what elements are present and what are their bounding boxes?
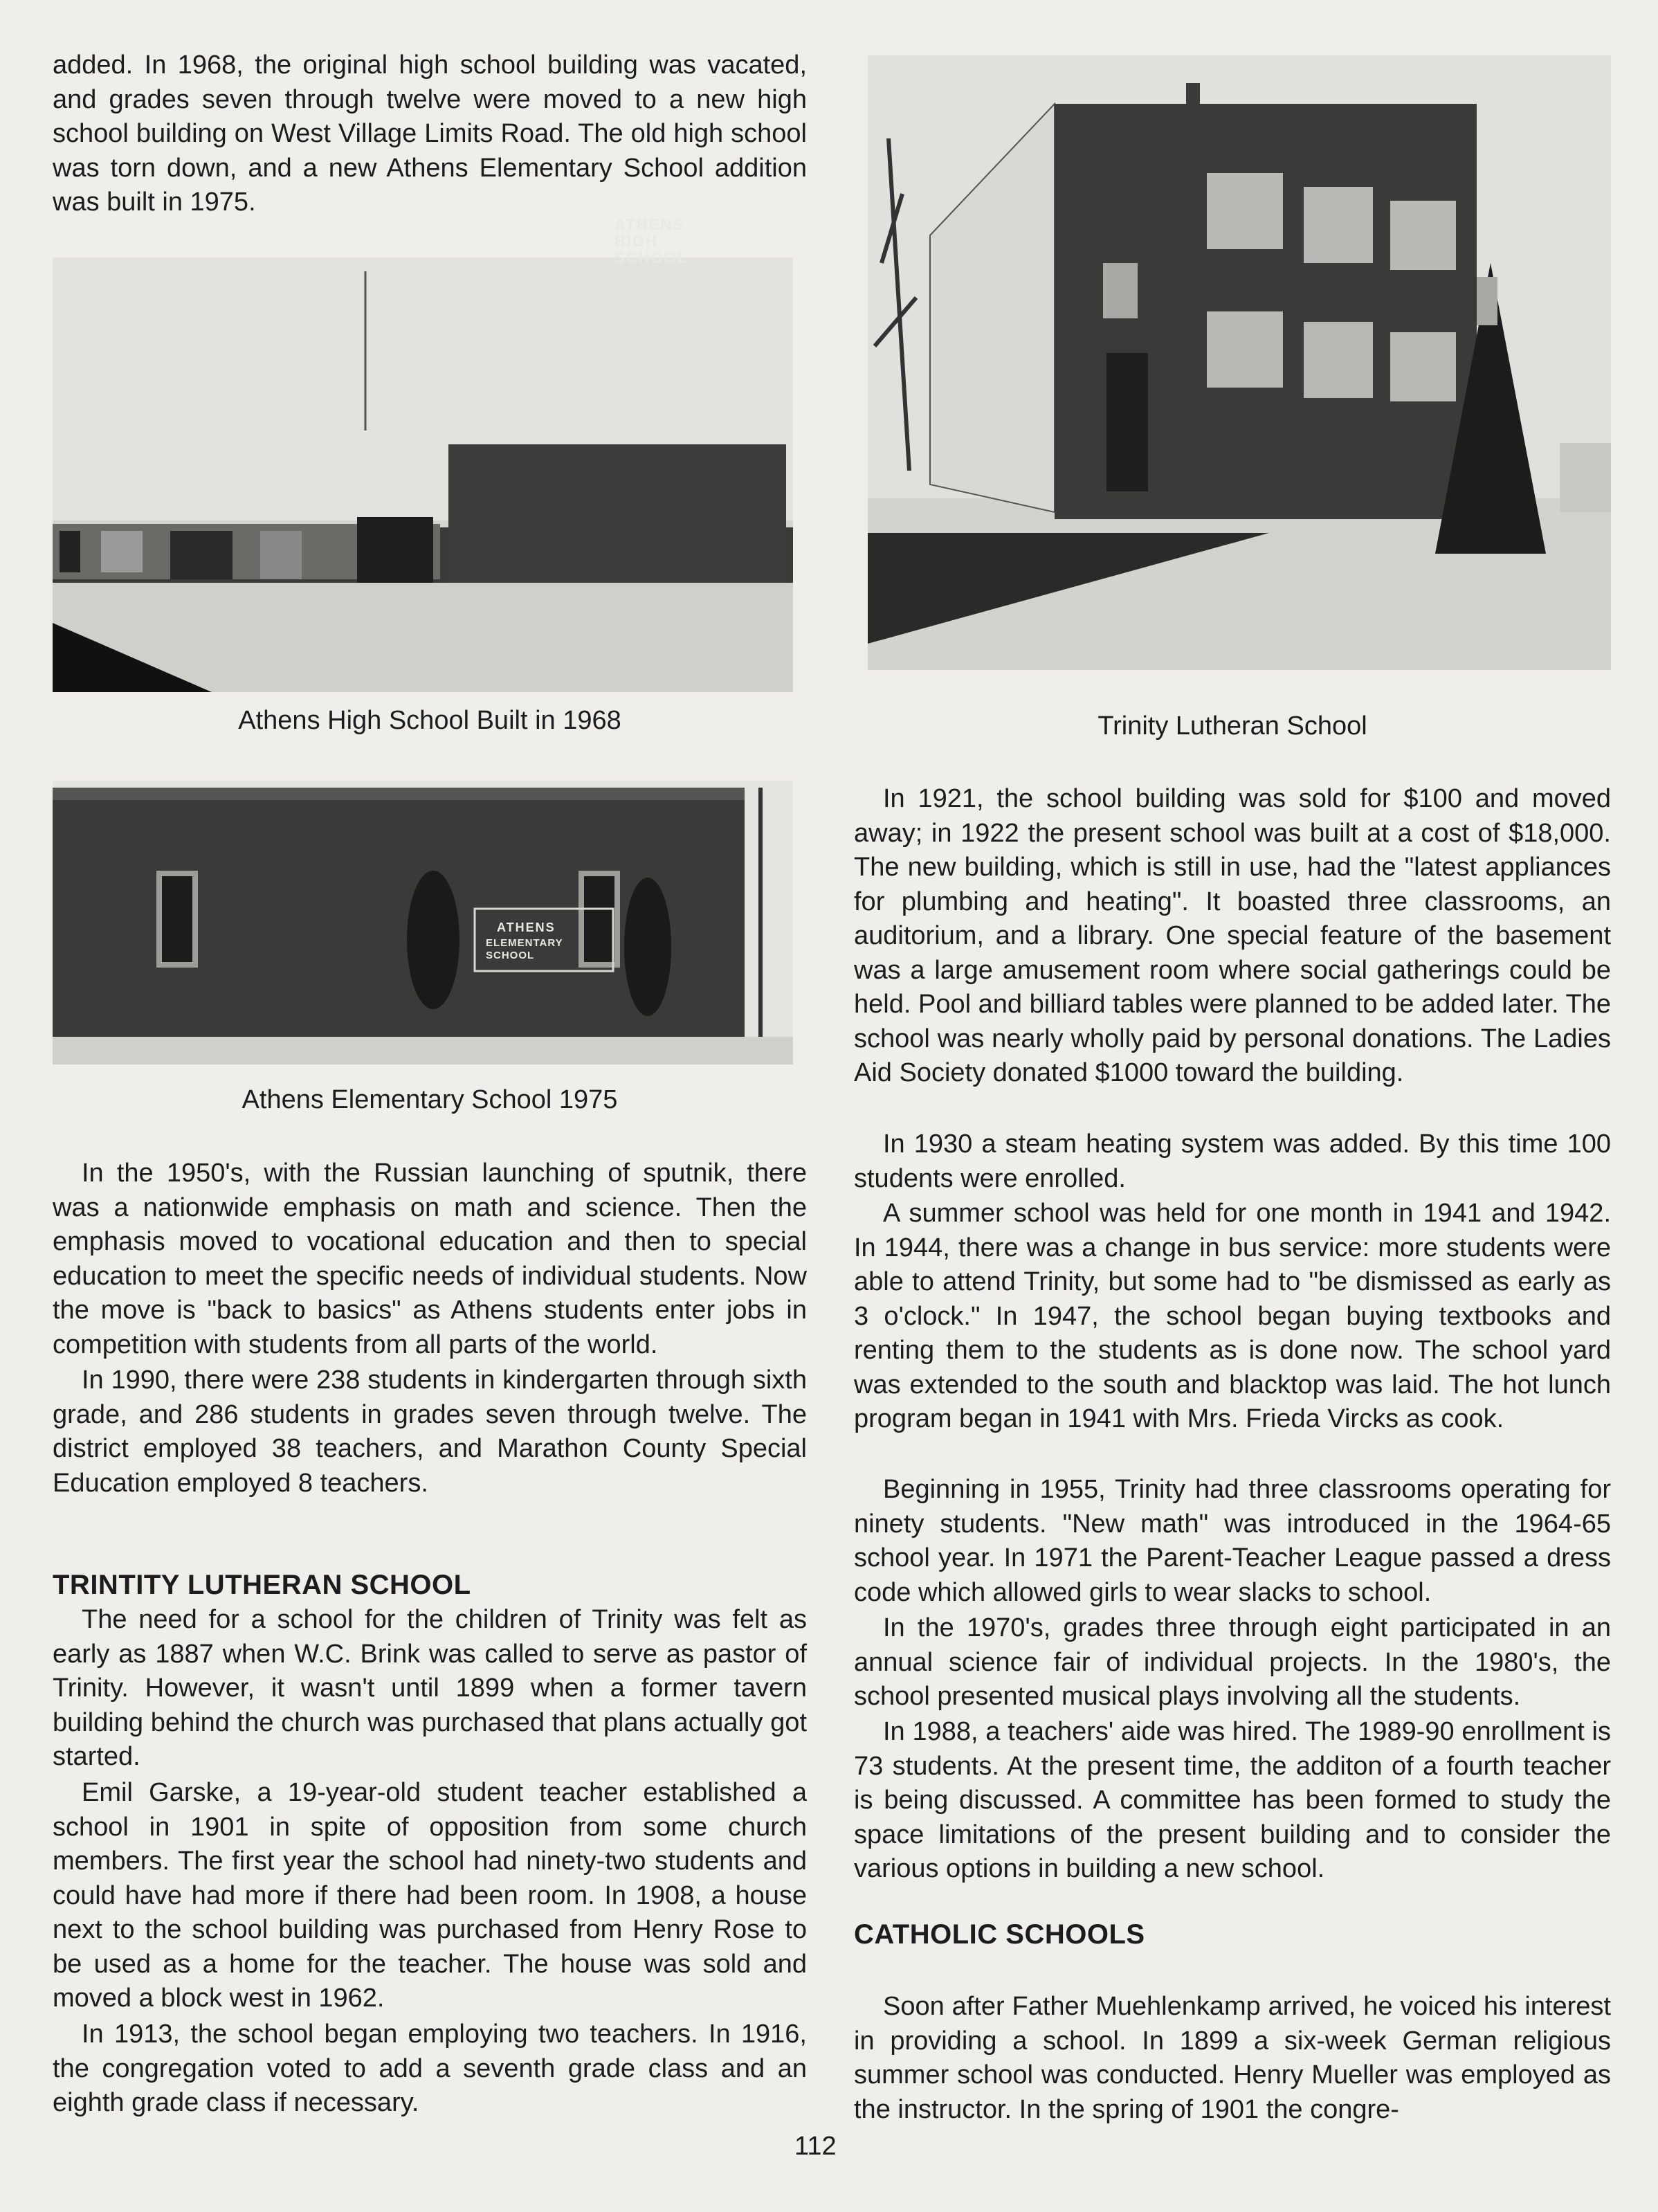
right-column xyxy=(854,0,1611,2212)
intro-paragraph: added. In 1968, the original high school building was vacated, and grades seven through twelve were moved to a new high school building on West Village Limits Road. The old high school was torn down, and a new Athens Elementary School addition was built in 1975. xyxy=(53,51,807,217)
sign-line: HIGH xyxy=(614,233,658,250)
body-paragraph: In the 1950's, with the Russian launching of sputnik, there was a nationwide emphasis on math and science. Then the emphasis moved to vocational education and then to special education to meet the specific needs of individual students. Now the move is "back to basics" as Athens students enter jobs in competition with students from all parts of the world. xyxy=(53,1159,807,1359)
trinity-lutheran-caption: Trinity Lutheran School xyxy=(1097,711,1367,741)
trinity-section-heading: TRINTITY LUTHERAN SCHOOL xyxy=(53,1570,471,1600)
page-number: 112 xyxy=(794,2132,837,2161)
catholic-section-heading: CATHOLIC SCHOOLS xyxy=(854,1919,1145,1950)
sign-line: SCHOOL xyxy=(614,249,689,266)
athens-high-sign xyxy=(614,211,711,419)
athens-high-caption: Athens High School Built in 1968 xyxy=(238,706,621,735)
body-paragraph: Beginning in 1955, Trinity had three classrooms operating for ninety students. "New math" was introduced in the 1964-65 school year. In 1971 the Parent-Teacher League passed a dress code which allowed girls to wear slacks to school. xyxy=(854,1475,1611,1607)
athens-elementary-sign xyxy=(483,914,614,961)
body-paragraph: In 1988, a teachers' aide was hired. The 1989-90 enrollment is 73 students. At the present time, the additon of a fourth teacher is being discussed. A committee has been formed to study the space limitations of the present building and to consider the various options in building a new school. xyxy=(854,1717,1611,1883)
body-paragraph: The need for a school for the children of Trinity was felt as early as 1887 when W.C. Brink was called to serve as pastor of Trinity. However, it wasn't until 1899 when a former tavern building behind the church was purchased that plans actually got started. xyxy=(53,1605,807,1771)
body-paragraph: Soon after Father Muehlenkamp arrived, he voiced his interest in providing a school. In 1899 a six-week German religious summer school was conducted. Henry Mueller was employed as the instructor. In the spring of 1901 the congre- xyxy=(854,1992,1611,2124)
trinity-lutheran-photo xyxy=(868,55,1611,670)
body-paragraph: In the 1970's, grades three through eight participated in an annual science fair of individual projects. In the 1980's, the school presented musical plays involving all the students. xyxy=(854,1613,1611,1711)
body-paragraph: In 1913, the school began employing two teachers. In 1916, the congregation voted to add a seventh grade class and an eighth grade class if necessary. xyxy=(53,2020,807,2117)
body-paragraph: In 1990, there were 238 students in kindergarten through sixth grade, and 286 students in grades seven through twelve. The district employed 38 teachers, and Marathon County Special Education employed 8 teachers. xyxy=(53,1366,807,1498)
sign-line: ELEMENTARY SCHOOL xyxy=(486,937,563,961)
sign-line: ATHENS xyxy=(614,216,684,233)
sign-line: ATHENS xyxy=(497,921,556,934)
left-column xyxy=(53,0,807,2212)
body-paragraph: In 1921, the school building was sold for $100 and moved away; in 1922 the present school was built at a cost of $18,000. The new building, which is still in use, had the "latest appliances for plumbing and heating". It boasted three classrooms, an auditorium, and a library. One special feature of the basement was a large amusement room where social gatherings could be held. Pool and billiard tables were planned to be added later. The school was nearly wholly paid by personal donations. The Ladies Aid Society donated $1000 toward the building. xyxy=(854,784,1611,1087)
athens-elementary-photo xyxy=(53,781,793,1064)
body-paragraph: A summer school was held for one month in 1941 and 1942. In 1944, there was a change in bus service: more students were able to attend Trinity, but some had to "be dismissed as early as 3 o'clock." In 1947, the school began buying textbooks and renting them to the students as is done now. The school yard was extended to the south and blacktop was laid. The hot lunch program began in 1941 with Mrs. Frieda Virc​ks as cook. xyxy=(854,1199,1611,1433)
athens-elementary-caption: Athens Elementary School 1975 xyxy=(242,1085,618,1114)
body-paragraph: Emil Garske, a 19-year-old student teacher established a school in 1901 in spite of opposition from some church members. The first year the school had ninety-two students and could have had more if there had been room. In 1908, a house next to the school building was purchased from Henry Rose to be used as a home for the teacher. The house was sold and moved a block west in 1962. xyxy=(53,1778,807,2013)
body-paragraph: In 1930 a steam heating system was added. By this time 100 students were enrolled. xyxy=(854,1130,1611,1193)
